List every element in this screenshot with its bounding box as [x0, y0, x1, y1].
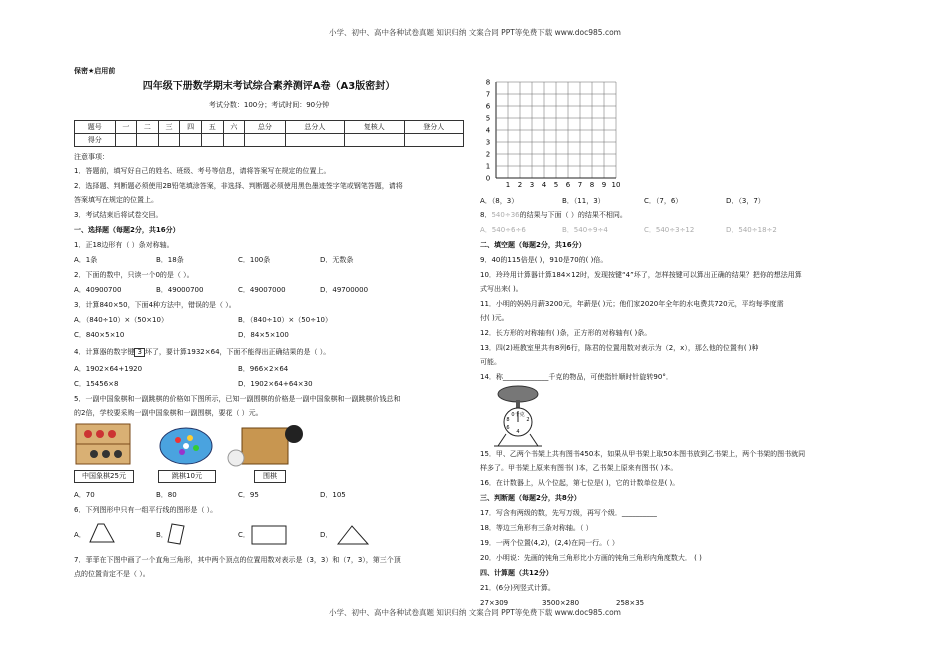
notice-2a: 2．选择题、判断题必须使用2B铅笔填涂答案，非选择、判断题必须使用黑色墨迹签字笔或钢笔答题，请将	[74, 182, 403, 190]
quadrilateral-shape	[168, 524, 184, 544]
option-d[interactable]: D．（3，7）	[726, 197, 765, 205]
scale-number: 4	[516, 429, 520, 435]
scale-number: 2	[526, 417, 530, 423]
exam-subtitle: 考试分数：100分；考试时间：90分钟	[208, 101, 330, 109]
question-5b: 的2倍，学校要采购一副中国象棋和一副围棋，要花（ ）元。	[74, 409, 263, 417]
question-20: 20．小明说：先画的钝角三角形比小方画的钝角三角形内角度数大． ( )	[480, 554, 702, 562]
option-a[interactable]: A．1902×64+1920	[74, 365, 143, 373]
chinese-chess-board-icon	[76, 424, 130, 464]
grid-x-labels	[506, 181, 621, 189]
question-16: 16．在计数器上，从个位起，第七位是( )，它的计数单位是( )。	[480, 479, 680, 487]
section-choice-title: 一、选择题（每题2分，共16分）	[74, 226, 180, 234]
option-a[interactable]: A．540÷6÷6	[480, 226, 526, 234]
option-c[interactable]: C．（7，6）	[644, 197, 683, 205]
trapezoid-shape	[90, 524, 114, 542]
question-17: 17．写含有两级的数，先写万级，再写个级．__________	[480, 509, 657, 517]
grid-y-tick-label: 0	[485, 174, 491, 183]
section-judge-title: 三、判断题（每题2分，共8分）	[480, 494, 581, 502]
option-a[interactable]: A．1条	[74, 256, 98, 264]
score-table	[74, 120, 464, 147]
grid-x-tick-label: 6	[565, 181, 571, 189]
table-cell[interactable]	[404, 134, 463, 147]
option-a[interactable]: A．（840÷10）×（50×10）	[74, 316, 168, 324]
grid-x-tick-label: 5	[553, 181, 559, 189]
option-a[interactable]: A．40900700	[74, 286, 122, 294]
option-c[interactable]: C．540÷3÷12	[644, 226, 695, 234]
question-8	[480, 212, 627, 219]
option-a[interactable]: A．（8，3）	[480, 197, 519, 205]
option-c[interactable]: C．49007000	[238, 286, 286, 294]
option-d[interactable]: D．49700000	[320, 286, 369, 294]
scale-number: 6	[506, 425, 510, 431]
coordinate-grid	[480, 68, 630, 190]
grid-y-tick-label: 5	[485, 114, 491, 123]
notice-3: 3．考试结束后将试卷交回。	[74, 211, 163, 219]
option-c[interactable]: C．100条	[238, 256, 271, 264]
option-d[interactable]: D．	[320, 531, 333, 539]
exam-title: 四年级下册数学期末考试综合素养测评A卷（A3版密封）	[142, 81, 396, 92]
section-fill-title: 二、填空题（每题2分，共16分）	[480, 241, 586, 249]
grid-x-tick-label: 4	[541, 181, 547, 189]
calc-item: 27×309	[480, 599, 509, 607]
grid-x-tick-label: 8	[589, 181, 595, 189]
option-b[interactable]: B．49000700	[156, 286, 204, 294]
question-1: 1．正18边形有（ ）条对称轴。	[74, 241, 174, 249]
table-cell[interactable]	[345, 134, 404, 147]
grid-y-tick-label: 8	[485, 78, 491, 87]
section-calc-title: 四、计算题（共12分）	[480, 569, 553, 577]
calculator-key-3: 3	[134, 348, 144, 357]
question-8-expression: 540÷36	[491, 211, 520, 219]
table-cell: 题号	[75, 121, 116, 134]
option-c[interactable]: C．95	[238, 491, 259, 499]
grid-y-tick-label: 6	[485, 102, 491, 111]
scale-picture	[488, 384, 558, 450]
table-cell: 二	[137, 121, 159, 134]
table-cell: 总分人	[285, 121, 344, 134]
triangle-shape	[338, 526, 368, 544]
table-cell[interactable]	[158, 134, 180, 147]
grid-x-tick-label: 9	[601, 181, 607, 189]
table-cell: 四	[180, 121, 202, 134]
question-19: 19．一两个位置(4,2)，(2,4)在同一行。（ ）	[480, 539, 619, 547]
option-a[interactable]: A．70	[74, 491, 95, 499]
notice-title: 注意事项：	[74, 153, 109, 161]
question-6: 6．下列图形中只有一组平行线的图形是（ ）。	[74, 506, 218, 514]
table-cell[interactable]	[137, 134, 159, 147]
option-b[interactable]: B．540÷9÷4	[562, 226, 608, 234]
question-8-suffix: 的结果与下面（ ）的结果不相同。	[519, 211, 627, 219]
option-d[interactable]: D．105	[320, 491, 346, 499]
grid-y-labels	[486, 79, 491, 183]
option-b[interactable]: B．（840÷10）×（50÷10）	[238, 316, 332, 324]
option-d[interactable]: D．1902×64+64×30	[238, 380, 313, 388]
question-12: 12．长方形的对称轴有( )条，正方形的对称轴有( )条。	[480, 329, 652, 337]
table-cell: 登分人	[404, 121, 463, 134]
table-cell: 得分	[75, 134, 116, 147]
checkers-price-label: 跳棋10元	[158, 470, 216, 483]
chinese-chess-price-label: 中国象棋25元	[74, 470, 134, 483]
grid-x-tick-label: 10	[611, 181, 621, 189]
table-cell[interactable]	[245, 134, 286, 147]
question-2: 2．下面的数中，只读一个0的是（ ）。	[74, 271, 194, 279]
grid-x-tick-label: 2	[517, 181, 523, 189]
option-b[interactable]: B．	[156, 531, 168, 539]
option-c[interactable]: C．	[238, 531, 250, 539]
question-11b: 付( )元。	[480, 314, 509, 322]
grid-y-tick-label: 7	[485, 90, 491, 99]
option-a[interactable]: A．	[74, 531, 86, 539]
option-b[interactable]: B．966×2×64	[238, 365, 289, 373]
scale-number: 8	[506, 417, 510, 423]
question-13b: 可能。	[480, 358, 501, 366]
question-4-prefix: 4．计算器的数字键	[74, 348, 135, 356]
question-7a: 7．菲菲在下图中画了一个直角三角形，其中两个顶点的位置用数对表示是（3，3）和（7，3），第三个顶	[74, 556, 401, 564]
table-cell: 一	[115, 121, 137, 134]
question-7b: 点的位置肯定不是（ ）。	[74, 570, 150, 578]
question-15a: 15．甲、乙两个书架上共有图书450本，如果从甲书架上取50本图书放到乙书架上，两个书架的图书就同	[480, 450, 806, 458]
question-9: 9．40的115倍是( )，910是70的( )倍。	[480, 256, 608, 264]
scale-zero-label: 0千克	[511, 412, 525, 418]
question-10a: 10．玲玲用计算器计算184×12时，发现按键“4”坏了，怎样按键可以算出正确的结果？把你的想法用算	[480, 271, 802, 279]
table-cell: 五	[201, 121, 223, 134]
grid-x-tick-label: 3	[529, 181, 535, 189]
option-c[interactable]: C．840×5×10	[74, 331, 125, 339]
option-d[interactable]: D．540÷18÷2	[726, 226, 777, 234]
question-4-suffix: 坏了，要计算1932×64，下面不能得出正确结果的是（ ）。	[144, 348, 331, 356]
notice-2b: 答案填写在规定的位置上。	[74, 196, 158, 204]
grid-lines	[496, 82, 616, 178]
go-board-icon	[228, 425, 303, 466]
grid-y-tick-label: 1	[485, 162, 491, 171]
question-13a: 13．四(2)班教室里共有8列6行，陈君的位置用数对表示为（2，x），那么他的位置有( )种	[480, 344, 759, 352]
option-b[interactable]: B．（11，3）	[562, 197, 605, 205]
go-label: 围棋	[254, 470, 286, 483]
question-18: 18．等边三角形有三条对称轴。（ ）	[480, 524, 593, 532]
question-14: 14．称_____________千克的物品，可使指针顺时针旋转90°．	[480, 373, 673, 381]
table-cell[interactable]	[285, 134, 344, 147]
table-cell: 复核人	[345, 121, 404, 134]
table-cell: 三	[158, 121, 180, 134]
question-3: 3．计算840×50，下面4种方法中，错误的是（ ）。	[74, 301, 236, 309]
table-cell[interactable]	[201, 134, 223, 147]
chinese-checkers-board-icon	[160, 428, 212, 464]
secret-label: 保密★启用前	[74, 67, 116, 75]
option-d[interactable]: D．84×5×100	[238, 331, 289, 339]
grid-y-tick-label: 2	[485, 150, 491, 159]
score-table-score-row	[75, 134, 464, 147]
question-21: 21．(6分)列竖式计算。	[480, 584, 555, 592]
notice-1: 1．答题前，填写好自己的姓名、班级、考号等信息，请将答案写在规定的位置上。	[74, 167, 331, 175]
question-11a: 11．小明的妈妈月薪3200元，年薪是( )元；他们家2020年全年的水电费共720元，平均每季度需	[480, 300, 784, 308]
table-cell[interactable]	[180, 134, 202, 147]
rectangle-shape	[252, 526, 286, 544]
header-banner: 小学、初中、高中各种试卷真题 知识归纳 文案合同 PPT等免费下载 www.doc985.com	[329, 28, 621, 37]
table-cell[interactable]	[223, 134, 245, 147]
score-table-header-row	[75, 121, 464, 134]
question-10b: 式写出来( )。	[480, 285, 523, 293]
question-4	[74, 348, 330, 357]
calc-item: 258×35	[616, 599, 645, 607]
grid-x-tick-label: 1	[505, 181, 511, 189]
grid-x-tick-label: 7	[577, 181, 583, 189]
question-15b: 样多了。甲书架上原来有图书( )本，乙书架上原来有图书( )本。	[480, 464, 678, 472]
question-5a: 5．一副中国象棋和一副跳棋的价格如下图所示，已知一副围棋的价格是一副中国象棋和一副跳棋价钱总和	[74, 395, 401, 403]
table-cell[interactable]	[115, 134, 137, 147]
grid-y-tick-label: 4	[485, 126, 491, 135]
option-b[interactable]: B．80	[156, 491, 177, 499]
calc-item: 3500×280	[542, 599, 580, 607]
question-8-prefix: 8．	[480, 211, 492, 219]
shape-options	[88, 520, 388, 548]
option-d[interactable]: D．无数条	[320, 256, 354, 264]
table-cell: 六	[223, 121, 245, 134]
grid-y-tick-label: 3	[485, 138, 491, 147]
footer-banner: 小学、初中、高中各种试卷真题 知识归纳 文案合同 PPT等免费下载 www.doc985.com	[329, 608, 621, 617]
option-b[interactable]: B．18条	[156, 256, 184, 264]
table-cell: 总分	[245, 121, 286, 134]
option-c[interactable]: C．15456×8	[74, 380, 119, 388]
